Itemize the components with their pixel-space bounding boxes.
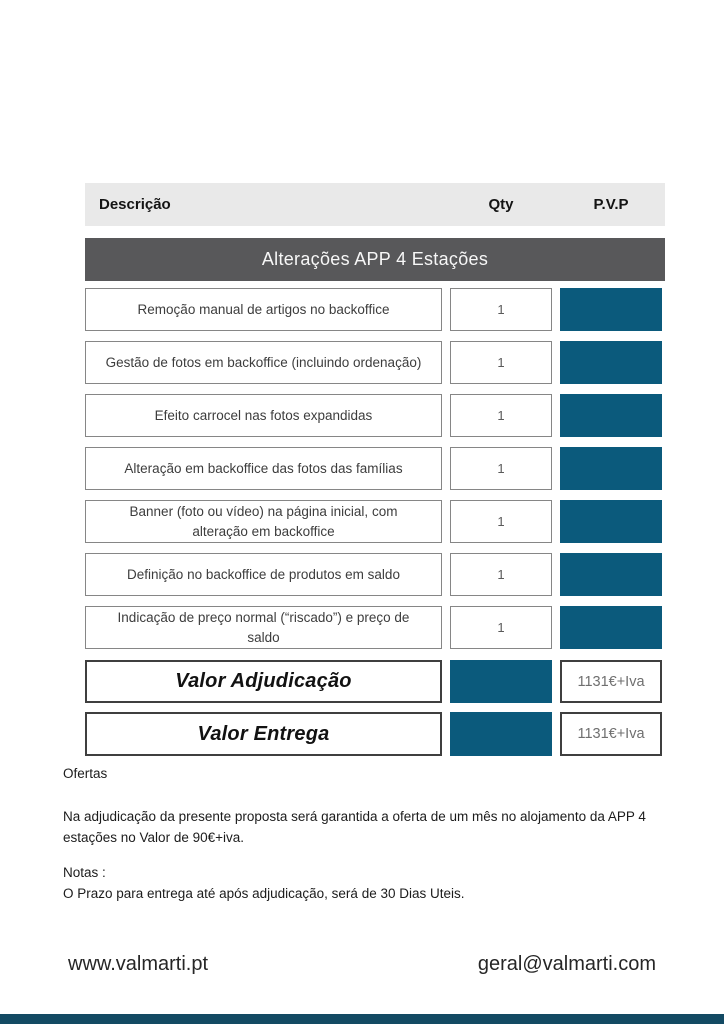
- offers-body: Na adjudicação da presente proposta será garantida a oferta de um mês no alojamento da APP 4 estações no Valor de 90€+iva.: [63, 809, 646, 845]
- column-header-pvp: P.V.P: [593, 196, 629, 213]
- item-qty: 1: [450, 341, 552, 384]
- item-description-text: Efeito carrocel nas fotos expandidas: [154, 407, 373, 423]
- website-link[interactable]: www.valmarti.pt: [68, 953, 209, 975]
- item-description-text: Alteração em backoffice das fotos das famílias: [124, 460, 403, 476]
- item-qty: 1: [450, 500, 552, 543]
- table-row: [85, 606, 665, 649]
- section-title-banner: [85, 238, 665, 281]
- total-value: 1131€+Iva: [560, 712, 662, 756]
- table-row: [85, 394, 665, 437]
- table-row: [85, 447, 665, 490]
- item-price-box: [560, 288, 662, 331]
- email-link[interactable]: geral@valmarti.com: [477, 953, 656, 975]
- item-description: [85, 394, 442, 437]
- item-price-box: [560, 341, 662, 384]
- totals-container: [85, 660, 665, 765]
- item-description: [85, 500, 442, 543]
- item-price-box: [560, 394, 662, 437]
- item-price-box: [560, 500, 662, 543]
- table-row: [85, 341, 665, 384]
- item-description-text: Gestão de fotos em backoffice (incluindo ordenação): [105, 354, 422, 370]
- items-container: [85, 288, 665, 659]
- item-qty: 1: [450, 606, 552, 649]
- item-qty: 1: [450, 553, 552, 596]
- notes-body: O Prazo para entrega até após adjudicação, será de 30 Dias Uteis.: [63, 886, 465, 901]
- item-description: [85, 606, 442, 649]
- section-title: Alterações APP 4 Estações: [261, 249, 489, 269]
- table-row: [85, 288, 665, 331]
- table-row: [85, 553, 665, 596]
- item-description: [85, 288, 442, 331]
- footer: [68, 953, 656, 976]
- column-header-qty: Qty: [488, 196, 514, 213]
- total-label: Valor Entrega: [85, 712, 442, 756]
- item-description: [85, 341, 442, 384]
- item-description-text: Banner (foto ou vídeo) na página inicial, com alteração em backoffice: [129, 503, 398, 539]
- offers-title: Ofertas: [63, 766, 108, 781]
- item-description: [85, 447, 442, 490]
- total-label: Valor Adjudicação: [85, 660, 442, 703]
- table-header-row: [85, 183, 665, 226]
- item-description-text: Definição no backoffice de produtos em saldo: [127, 566, 400, 582]
- notes-title: Notas :: [63, 865, 106, 880]
- table-row: [85, 500, 665, 543]
- notes-section: [63, 763, 665, 904]
- total-qty-box: [450, 660, 552, 703]
- item-price-box: [560, 447, 662, 490]
- item-qty: 1: [450, 447, 552, 490]
- column-header-description: Descrição: [99, 196, 171, 213]
- item-description: [85, 553, 442, 596]
- total-row: [85, 660, 665, 703]
- total-row: [85, 712, 665, 756]
- item-qty: 1: [450, 394, 552, 437]
- total-value: 1131€+Iva: [560, 660, 662, 703]
- item-description-text: Indicação de preço normal (“riscado”) e preço de saldo: [117, 609, 410, 645]
- item-description-text: Remoção manual de artigos no backoffice: [137, 301, 390, 317]
- total-qty-box: [450, 712, 552, 756]
- item-price-box: [560, 606, 662, 649]
- item-qty: 1: [450, 288, 552, 331]
- bottom-accent-bar: [0, 1014, 724, 1024]
- item-price-box: [560, 553, 662, 596]
